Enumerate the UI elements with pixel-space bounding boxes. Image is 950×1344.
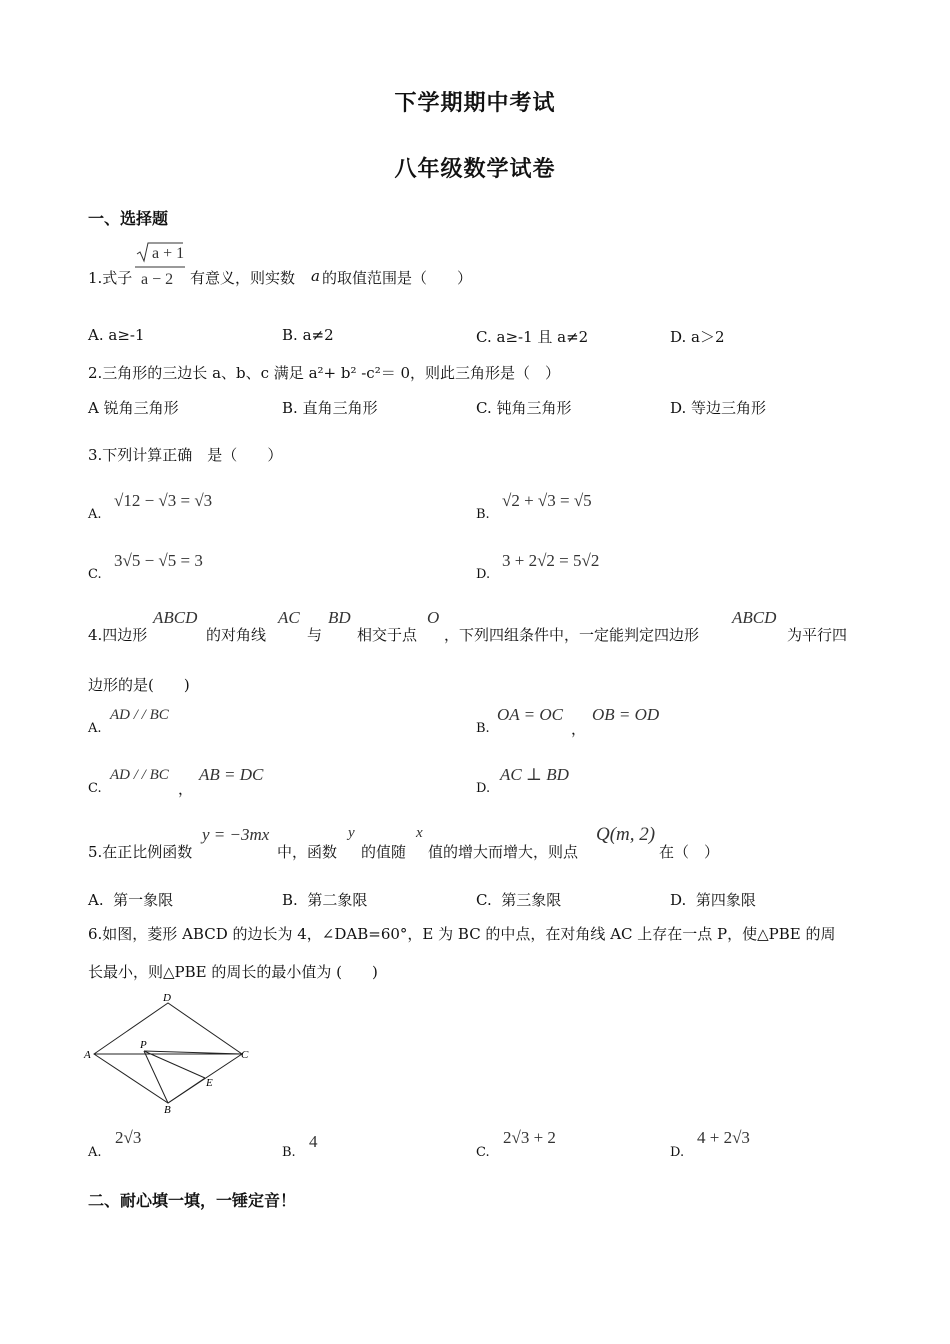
q5-math-x: x	[416, 825, 423, 841]
q4-option-d-label[interactable]: D.	[476, 781, 491, 796]
q6-text-line2: 长最小，则△PBE 的周长的最小值为 ( )	[88, 963, 378, 981]
q5-option-a[interactable]: A. 第一象限	[88, 891, 174, 909]
q1-option-d[interactable]: D. a＞2	[670, 328, 725, 346]
q1-text-b: 的取值范围是（ ）	[322, 269, 473, 287]
q4-option-c-label[interactable]: C.	[88, 781, 102, 796]
q4-math-ac: AC	[278, 608, 300, 627]
q1-text-a: 有意义，则实数	[190, 269, 296, 287]
q3-stem: 3.下列计算正确 是（ ）	[88, 446, 283, 464]
q6-option-a-label[interactable]: A.	[88, 1145, 102, 1160]
label-e: E	[206, 1077, 213, 1089]
q4-text-3: 与	[307, 626, 323, 644]
q6-option-b-label[interactable]: B.	[282, 1145, 296, 1160]
q4-option-c[interactable]: AD / / BC	[110, 767, 169, 783]
label-d: D	[163, 992, 171, 1004]
q1-option-a[interactable]: A. a≥-1	[88, 326, 145, 344]
q5-text-5: 在（ ）	[659, 843, 720, 861]
q4-math-o: O	[427, 608, 440, 627]
q6-option-b[interactable]: 4	[309, 1132, 318, 1151]
q4-option-b[interactable]: OA = OC	[497, 705, 563, 724]
q5-option-c[interactable]: C. 第三象限	[476, 891, 562, 909]
q4-option-b-label[interactable]: B.	[476, 721, 490, 736]
q2-option-a[interactable]: A 锐角三角形	[88, 399, 179, 417]
q6-option-d-label[interactable]: D.	[670, 1145, 685, 1160]
q6-text-line1: 6.如图，菱形 ABCD 的边长为 4，∠DAB=60°，E 为 BC 的中点，在对角线 AC 上存在一点 P，使△PBE 的周	[88, 925, 836, 943]
q4-text-4: 相交于点	[357, 626, 418, 644]
q1-var: a	[311, 267, 320, 285]
q4-text-1: 4.四边形	[88, 626, 148, 644]
rhombus-figure	[80, 990, 260, 1115]
q5-math-y: y	[348, 825, 355, 841]
label-p: P	[140, 1039, 147, 1051]
q3-option-c-label[interactable]: C.	[88, 567, 102, 582]
q3-option-a[interactable]: √12 − √3 = √3	[114, 491, 213, 510]
segment-pe	[144, 1051, 205, 1078]
q5-math-point: Q(m, 2)	[596, 824, 656, 845]
q3-option-b-label[interactable]: B.	[476, 507, 490, 522]
q2-option-b[interactable]: B. 直角三角形	[282, 399, 378, 417]
label-b: B	[164, 1104, 171, 1115]
section-title-fill: 二、耐心填一填，一锤定音！	[88, 1191, 297, 1210]
q6-option-c[interactable]: 2√3 + 2	[503, 1128, 556, 1147]
label-a: A	[84, 1049, 91, 1061]
q4-math-abcd: ABCD	[153, 608, 198, 627]
q4-math-abcd-2: ABCD	[732, 608, 777, 627]
q2-option-d[interactable]: D. 等边三角形	[670, 399, 767, 417]
segment-be	[168, 1078, 205, 1103]
q5-option-d[interactable]: D. 第四象限	[670, 891, 756, 909]
q5-text-1: 5.在正比例函数	[88, 843, 193, 861]
q4-option-c-2[interactable]: AB = DC	[199, 765, 264, 784]
q5-option-b[interactable]: B. 第二象限	[282, 891, 368, 909]
q4-option-a-label[interactable]: A.	[88, 721, 102, 736]
exam-subtitle: 八年级数学试卷	[394, 156, 556, 182]
q5-math-function: y = −3mx	[202, 825, 270, 844]
q4-option-d[interactable]: AC ⊥ BD	[500, 765, 569, 784]
q2-stem: 2.三角形的三边长 a、b、c 满足 a²+ b² -c²＝ 0，则此三角形是（ ）	[88, 364, 561, 382]
q4-option-c-sep: ，	[178, 780, 194, 798]
section-title-choice: 一、选择题	[88, 209, 169, 228]
q6-option-c-label[interactable]: C.	[476, 1145, 490, 1160]
q4-text-line2: 边形的是( )	[88, 676, 190, 694]
q1-numerator: a + 1	[152, 245, 185, 262]
exam-title: 下学期期中考试	[394, 90, 556, 116]
q5-text-4: 值的增大而增大，则点	[428, 843, 579, 861]
q3-option-b[interactable]: √2 + √3 = √5	[502, 491, 592, 510]
q3-option-a-label[interactable]: A.	[88, 507, 102, 522]
q4-option-b-2[interactable]: OB = OD	[592, 705, 660, 724]
q4-option-a[interactable]: AD / / BC	[110, 707, 169, 723]
q4-option-b-sep: ，	[571, 720, 587, 738]
q4-math-bd: BD	[328, 608, 351, 627]
q6-option-a[interactable]: 2√3	[115, 1128, 142, 1147]
q4-text-2: 的对角线	[206, 626, 267, 644]
q5-text-3: 的值随	[361, 843, 407, 861]
q4-text-6: 为平行四	[787, 626, 848, 644]
q2-option-c[interactable]: C. 钝角三角形	[476, 399, 572, 417]
q5-text-2: 中，函数	[277, 843, 338, 861]
label-c: C	[241, 1049, 249, 1061]
q1-denominator: a − 2	[141, 271, 174, 288]
q3-option-d-label[interactable]: D.	[476, 567, 491, 582]
q3-option-d[interactable]: 3 + 2√2 = 5√2	[502, 551, 600, 570]
q1-prefix: 1.式子	[88, 269, 133, 287]
q1-option-b[interactable]: B. a≠2	[282, 326, 334, 344]
q4-text-5: ，下列四组条件中，一定能判定四边形	[444, 626, 700, 644]
q6-option-d[interactable]: 4 + 2√3	[697, 1128, 750, 1147]
q3-option-c[interactable]: 3√5 − √5 = 3	[114, 551, 203, 570]
q1-option-c[interactable]: C. a≥-1 且 a≠2	[476, 328, 589, 346]
